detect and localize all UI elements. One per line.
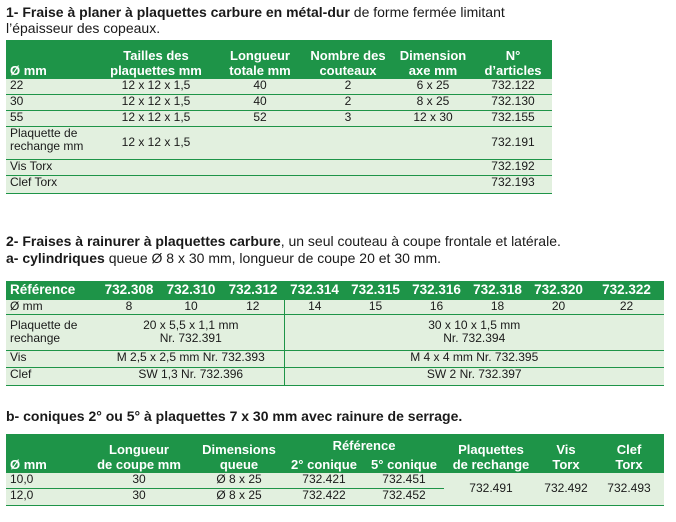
cell-insert-small: 20 x 5,5 x 1,1 mm Nr. 732.391: [98, 314, 284, 350]
cell-screw-label: Vis Torx: [6, 159, 96, 175]
table-row: [6, 110, 552, 126]
table-row-screw: [6, 159, 552, 175]
cell-ref-5: 732.452: [364, 488, 444, 505]
cell-insert-size: 12 x 12 x 1,5: [96, 110, 216, 126]
header-total-length: Longueur totale mm: [216, 40, 304, 78]
ref-732-320: 732.320: [528, 281, 589, 299]
row-key: [6, 367, 664, 385]
cell-diameter: 22: [6, 78, 96, 94]
header-article-number: N° d’articles: [474, 40, 552, 78]
cell-article: 732.130: [474, 94, 552, 110]
cell-knives: 3: [304, 110, 392, 126]
header-diameter: Ø mm: [6, 434, 84, 472]
cell-screw-small: M 2,5 x 2,5 mm Nr. 732.393: [98, 350, 284, 367]
section2-subtitle-bold: a- cylindriques: [6, 250, 105, 266]
ref-732-318: 732.318: [467, 281, 528, 299]
cell-diameter: 30: [6, 94, 96, 110]
row-screw: [6, 350, 664, 367]
cell-shank: Ø 8 x 25: [194, 472, 284, 488]
header-diameter: Ø mm: [6, 40, 96, 78]
diam-cell: 12: [222, 299, 284, 314]
section2-subtitle: [6, 250, 441, 266]
section1-title-bold: 1- Fraise à planer à plaquettes carbure en métal-dur: [6, 4, 350, 20]
table-row: [6, 472, 664, 488]
header-knife-count: Nombre des couteaux: [304, 40, 392, 78]
cell-replacement-article: 732.191: [474, 126, 552, 159]
cell-replacement-insert: 732.491: [444, 472, 538, 505]
section2-title-bold: 2- Fraises à rainurer à plaquettes carbure: [6, 233, 281, 249]
cell-key-small: SW 1,3 Nr. 732.396: [98, 367, 284, 385]
section3-title: [6, 408, 462, 424]
cell-length: 30: [84, 472, 194, 488]
section1-title-line2: l’épaisseur des copeaux.: [6, 20, 161, 36]
header-replacement-inserts: Plaquettes de rechange: [444, 434, 538, 472]
diam-cell: 10: [160, 299, 222, 314]
header-shank-dimensions: Dimensions queue: [194, 434, 284, 472]
table-row: [6, 94, 552, 110]
cell-replacement-size: 12 x 12 x 1,5: [96, 126, 216, 159]
label-key: Clef: [6, 367, 98, 385]
cell-ref-2: 732.422: [284, 488, 364, 505]
cell-length: 30: [84, 488, 194, 505]
ref-732-316: 732.316: [406, 281, 467, 299]
cell-knives: 2: [304, 78, 392, 94]
ref-732-310: 732.310: [160, 281, 222, 299]
table-row-replacement-insert: [6, 126, 552, 159]
ref-732-308: 732.308: [98, 281, 160, 299]
cell-screw: 732.492: [538, 472, 594, 505]
cell-shaft: 6 x 25: [392, 78, 474, 94]
cell-replacement-label: Plaquette de rechange mm: [6, 126, 96, 159]
diam-cell: 18: [467, 299, 528, 314]
ref-732-315: 732.315: [345, 281, 406, 299]
cell-key-article: 732.193: [474, 175, 552, 193]
cell-insert-size: 12 x 12 x 1,5: [96, 78, 216, 94]
row-replacement-insert: [6, 314, 664, 350]
header-ref-5-degree: 5° conique: [364, 453, 444, 472]
diam-cell: 14: [284, 299, 345, 314]
section1-title-rest: de forme fermée limitant: [349, 4, 505, 20]
cell-ref-2: 732.421: [284, 472, 364, 488]
cell-article: 732.122: [474, 78, 552, 94]
diam-cell: 22: [589, 299, 664, 314]
diam-cell: 15: [345, 299, 406, 314]
label-diameter: Ø mm: [6, 299, 98, 314]
table-cylindrical-cutters: [6, 281, 664, 386]
cell-length: 40: [216, 94, 304, 110]
diam-cell: 8: [98, 299, 160, 314]
cell-insert-large: 30 x 10 x 1,5 mm Nr. 732.394: [284, 314, 664, 350]
row-reference: [6, 281, 664, 299]
header-cutting-length: Longueur de coupe mm: [84, 434, 194, 472]
header-torx-key: Clef Torx: [594, 434, 664, 472]
cell-shank: Ø 8 x 25: [194, 488, 284, 505]
header-reference: Référence: [6, 281, 98, 299]
ref-732-312: 732.312: [222, 281, 284, 299]
cell-shaft: 8 x 25: [392, 94, 474, 110]
diam-cell: 20: [528, 299, 589, 314]
row-diameter: [6, 299, 664, 314]
header-ref-2-degree: 2° conique: [284, 453, 364, 472]
cell-key-label: Clef Torx: [6, 175, 96, 193]
table-row: [6, 78, 552, 94]
ref-732-314: 732.314: [284, 281, 345, 299]
section3-title-bold: b- coniques 2° ou 5° à plaquettes 7 x 30 mm avec rainure de serrage.: [6, 408, 463, 424]
cell-key-large: SW 2 Nr. 732.397: [284, 367, 664, 385]
cell-length: 52: [216, 110, 304, 126]
table-row-key: [6, 175, 552, 193]
cell-length: 40: [216, 78, 304, 94]
cell-screw-large: M 4 x 4 mm Nr. 732.395: [284, 350, 664, 367]
label-screw: Vis: [6, 350, 98, 367]
label-replacement-insert: Plaquette de rechange: [6, 314, 98, 350]
cell-insert-size: 12 x 12 x 1,5: [96, 94, 216, 110]
ref-732-322: 732.322: [589, 281, 664, 299]
cell-shaft: 12 x 30: [392, 110, 474, 126]
cell-knives: 2: [304, 94, 392, 110]
cell-article: 732.155: [474, 110, 552, 126]
diam-cell: 16: [406, 299, 467, 314]
cell-screw-article: 732.192: [474, 159, 552, 175]
cell-key: 732.493: [594, 472, 664, 505]
header-shaft-dimension: Dimension axe mm: [392, 40, 474, 78]
section1-title: [6, 4, 505, 20]
cell-diameter: 10,0: [6, 472, 84, 488]
cell-ref-5: 732.451: [364, 472, 444, 488]
section2-subtitle-rest: queue Ø 8 x 30 mm, longueur de coupe 20 et 30 mm.: [104, 250, 442, 266]
cell-diameter: 12,0: [6, 488, 84, 505]
header-torx-screw: Vis Torx: [538, 434, 594, 472]
table-planing-cutter: [6, 40, 552, 194]
table-conical-cutters: [6, 434, 664, 506]
header-insert-size: Tailles des plaquettes mm: [96, 40, 216, 78]
cell-diameter: 55: [6, 110, 96, 126]
header-reference: Référence: [284, 434, 444, 453]
section2-title-rest: , un seul couteau à coupe frontale et latérale.: [280, 233, 561, 249]
section2-title: [6, 233, 561, 249]
